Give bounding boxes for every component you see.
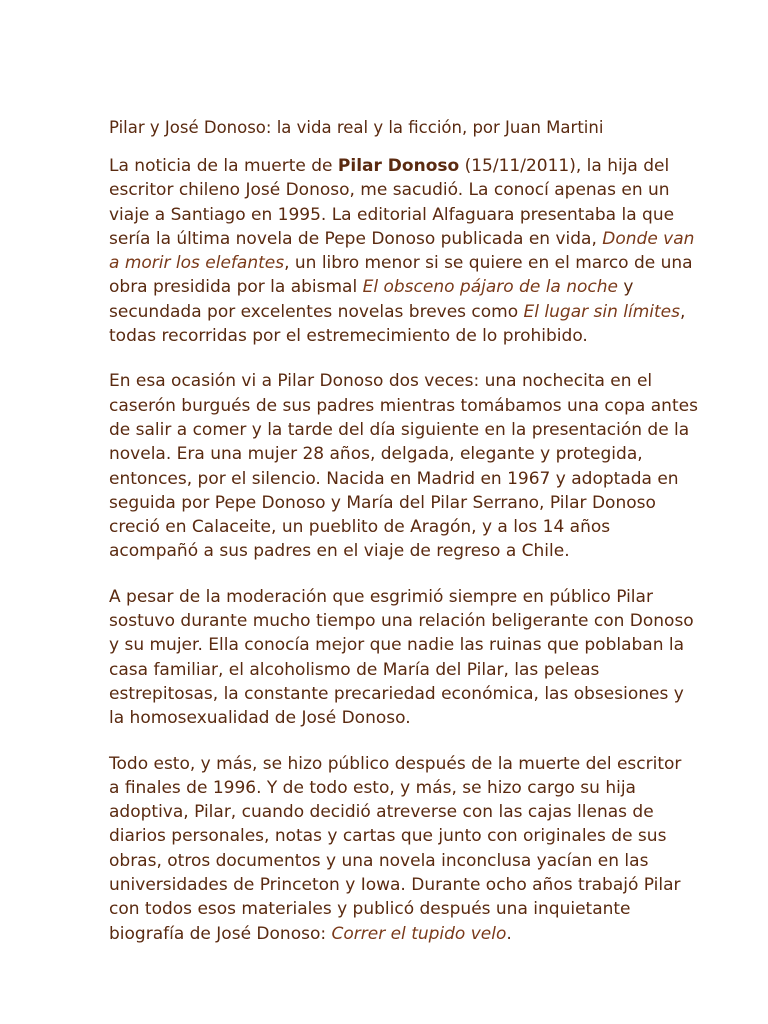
text-line: seguida por Pepe Donoso y María del Pilar Serrano, Pilar Donoso: [109, 492, 656, 513]
text-line: Todo esto, y más, se hizo público después de la muerte del escritor: [109, 753, 682, 774]
text-line: creció en Calaceite, un pueblito de Aragón, y a los 14 años: [109, 517, 611, 538]
text-line: sostuvo durante mucho tiempo una relación beligerante con Donoso: [109, 611, 694, 632]
text-line: [109, 922, 749, 946]
text-span: obra presidida por la abismal: [109, 277, 363, 298]
text-span: .: [506, 923, 512, 944]
text-span: La noticia de la muerte de: [109, 156, 338, 176]
text-line: [109, 227, 749, 251]
text-line: universidades de Princeton y Iowa. Durante ocho años trabajó Pilar: [109, 875, 681, 896]
book-title-italic: Correr el tupido velo: [331, 923, 507, 944]
book-title-italic: El obsceno pájaro de la noche: [362, 277, 619, 298]
paragraph-2: [109, 369, 749, 563]
text-line: obras, otros documentos y una novela inconclusa yacían en las: [109, 850, 649, 871]
text-line: [109, 300, 749, 324]
text-line: [109, 275, 749, 299]
text-span: y: [618, 277, 634, 298]
text-line: la homosexualidad de José Donoso.: [109, 708, 411, 729]
text-line: escritor chileno José Donoso, me sacudió. La conocí apenas en un: [109, 180, 670, 201]
text-line: [109, 251, 749, 275]
text-line: estrepitosas, la constante precariedad económica, las obsesiones y: [109, 683, 684, 704]
book-title-italic: a morir los elefantes: [109, 253, 285, 274]
text-line: entonces, por el silencio. Nacida en Madrid en 1967 y adoptada en: [109, 468, 679, 489]
text-span: secundada por excelentes novelas breves como: [109, 301, 524, 322]
text-line: y su mujer. Ella conocía mejor que nadie las ruinas que poblaban la: [109, 635, 685, 656]
text-line: adoptiva, Pilar, cuando decidió atreverse con las cajas llenas de: [109, 802, 654, 823]
text-line: a finales de 1996. Y de todo esto, y más, se hizo cargo su hija: [109, 777, 636, 798]
text-line: con todos esos materiales y publicó después una inquietante: [109, 899, 631, 920]
text-span: biografía de José Donoso:: [109, 923, 332, 944]
document-title: Pilar y José Donoso: la vida real y la ficción, por Juan Martini: [109, 118, 604, 137]
text-line: En esa ocasión vi a Pilar Donoso dos veces: una nochecita en el: [109, 371, 653, 392]
text-line: [109, 154, 749, 178]
text-line: casa familiar, el alcoholismo de María del Pilar, las peleas: [109, 659, 600, 680]
paragraph-1: [109, 154, 749, 348]
text-line: de salir a comer y la tarde del día siguiente en la presentación de la: [109, 419, 690, 440]
text-span: , un libro menor si se quiere en el marco de una: [284, 253, 693, 274]
text-line: diarios personales, notas y cartas que junto con originales de sus: [109, 826, 667, 847]
book-title-italic: El lugar sin límites: [523, 301, 680, 322]
text-span: (15/11/2011), la hija del: [459, 156, 670, 176]
text-line: viaje a Santiago en 1995. La editorial Alfaguara presentaba la que: [109, 204, 675, 225]
paragraph-3: [109, 585, 749, 731]
book-title-italic: Donde van: [602, 228, 695, 249]
text-line: caserón burgués de sus padres mientras tomábamos una copa antes: [109, 395, 698, 416]
text-line: novela. Era una mujer 28 años, delgada, elegante y protegida,: [109, 444, 643, 465]
text-line: todas recorridas por el estremecimiento de lo prohibido.: [109, 326, 588, 347]
text-span: sería la última novela de Pepe Donoso publicada en vida,: [109, 228, 603, 249]
document-page: [109, 117, 749, 967]
text-span: ,: [679, 301, 686, 322]
text-line: A pesar de la moderación que esgrimió siempre en público Pilar: [109, 586, 653, 607]
paragraph-4: [109, 752, 749, 946]
text-line: acompañó a sus padres en el viaje de regreso a Chile.: [109, 541, 570, 562]
bold-name-pilar-donoso: Pilar Donoso: [337, 156, 460, 176]
